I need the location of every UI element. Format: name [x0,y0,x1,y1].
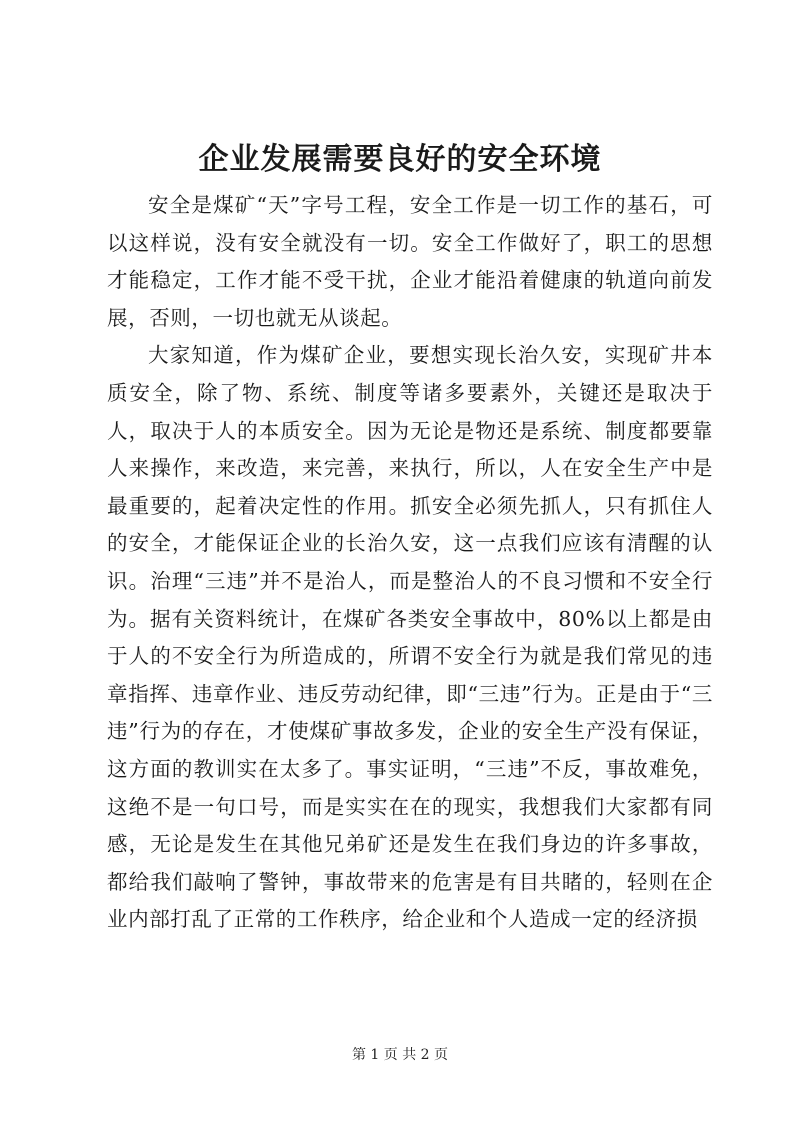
document-body [107,187,713,939]
paragraph-1: 安全是煤矿“天”字号工程，安全工作是一切工作的基石，可以这样说，没有安全就没有一切。安全工作做好了，职工的思想才能稳定，工作才能不受干扰，企业才能沿着健康的轨道向前发展，否则，一切也就无从谈起。 [107,193,713,330]
page-number-footer: 第 1 页 共 2 页 [351,1047,449,1063]
paragraph-2: 大家知道，作为煤矿企业，要想实现长治久安，实现矿井本质安全，除了物、系统、制度等诸多要素外，关键还是取决于人，取决于人的本质安全。因为无论是物还是系统、制度都要靠人来操作，来改造，来完善，来执行，所以，人在安全生产中是最重要的，起着决定性的作用。抓安全必须先抓人，只有抓住人的安全，才能保证企业的长治久安，这一点我们应该有清醒的认识。治理“三违”并不是治人，而是整治人的不良习惯和不安全行为。据有关资料统计，在煤矿各类安全事故中，80%以上都是由于人的不安全行为所造成的，所谓不安全行为就是我们常见的违章指挥、违章作业、违反劳动纪律，即“三违”行为。正是由于“三违”行为的存在，才使煤矿事故多发，企业的安全生产没有保证，这方面的教训实在太多了。事实证明，“三违”不反，事故难免，这绝不是一句口号，而是实实在在的现实，我想我们大家都有同感，无论是发生在其他兄弟矿还是发生在我们身边的许多事故，都给我们敲响了警钟，事故带来的危害是有目共睹的，轻则在企业内部打乱了正常的工作秩序，给企业和个人造成一定的经济损 [107,343,713,932]
document-title: 企业发展需要良好的安全环境 [198,142,602,177]
